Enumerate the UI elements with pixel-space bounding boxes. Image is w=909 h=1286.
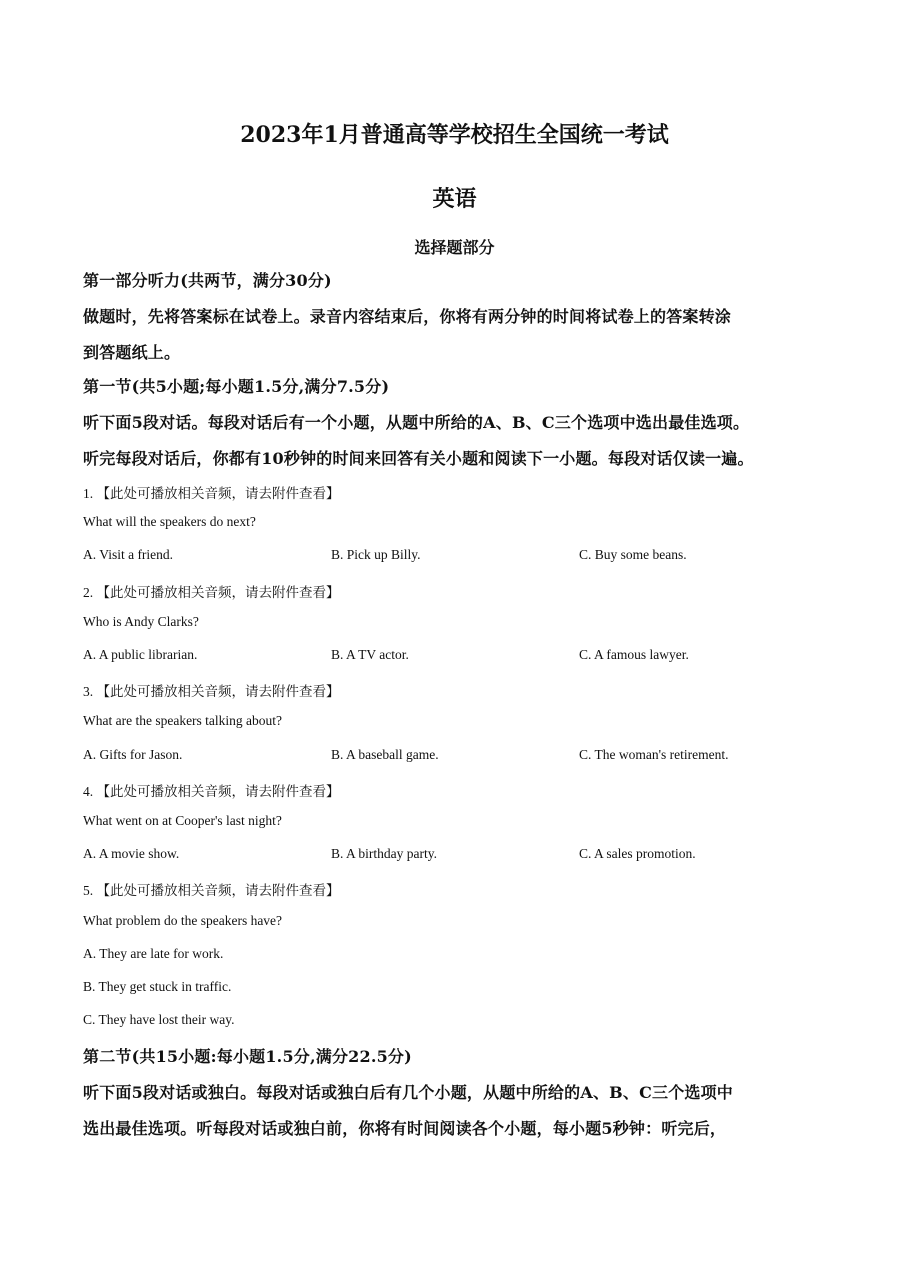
option-c: C. The woman's retirement.: [579, 747, 729, 762]
section2-instruction-line2: 选出最佳选项。听每段对话或独白前，你将有时间阅读各个小题，每小题5秒钟：听完后，: [83, 1119, 727, 1138]
audio-marker[interactable]: 2. 【此处可播放相关音频，请去附件查看】: [83, 585, 340, 600]
option-a: A. They are late for work.: [83, 946, 224, 961]
section-type: 选择题部分: [414, 238, 495, 257]
question-text: What are the speakers talking about?: [83, 713, 283, 728]
part1-instruction-line2: 到答题纸上。: [83, 343, 181, 362]
question-text: What went on at Cooper's last night?: [83, 813, 282, 828]
audio-marker[interactable]: 4. 【此处可播放相关音频，请去附件查看】: [83, 784, 340, 799]
subject-title: 英语: [432, 186, 477, 212]
option-a: A. Gifts for Jason.: [83, 747, 183, 762]
audio-marker[interactable]: 3. 【此处可播放相关音频，请去附件查看】: [83, 684, 340, 699]
part1-heading: 第一部分听力(共两节，满分30分): [83, 271, 332, 290]
section2-heading: 第二节(共15小题:每小题1.5分,满分22.5分): [83, 1047, 412, 1066]
section1-heading: 第一节(共5小题;每小题1.5分,满分7.5分): [83, 377, 390, 396]
option-a: A. Visit a friend.: [83, 547, 174, 562]
part1-instruction-line1: 做题时，先将答案标在试卷上。录音内容结束后，你将有两分钟的时间将试卷上的答案转涂: [83, 307, 732, 326]
exam-title: 2023年1月普通高等学校招生全国统一考试: [240, 122, 669, 148]
option-b: B. A TV actor.: [331, 647, 409, 662]
option-b: B. Pick up Billy.: [331, 547, 421, 562]
section2-instruction-line1: 听下面5段对话或独白。每段对话或独白后有几个小题，从题中所给的A、B、C三个选项中: [83, 1083, 734, 1102]
option-c: C. Buy some beans.: [579, 547, 687, 562]
question-text: Who is Andy Clarks?: [83, 614, 199, 629]
question-text: What will the speakers do next?: [83, 514, 256, 529]
audio-marker[interactable]: 5. 【此处可播放相关音频，请去附件查看】: [83, 883, 340, 898]
audio-marker[interactable]: 1. 【此处可播放相关音频，请去附件查看】: [83, 486, 340, 501]
option-c: C. A famous lawyer.: [579, 647, 689, 662]
option-b: B. They get stuck in traffic.: [83, 979, 232, 994]
section1-instruction-line1: 听下面5段对话。每段对话后有一个小题，从题中所给的A、B、C三个选项中选出最佳选项。: [83, 413, 750, 432]
option-b: B. A baseball game.: [331, 747, 439, 762]
option-a: A. A public librarian.: [83, 647, 198, 662]
question-text: What problem do the speakers have?: [83, 913, 283, 928]
option-b: B. A birthday party.: [331, 846, 437, 861]
section1-instruction-line2: 听完每段对话后，你都有10秒钟的时间来回答有关小题和阅读下一小题。每段对话仅读一遍。: [83, 449, 754, 468]
option-a: A. A movie show.: [83, 846, 180, 861]
option-c: C. A sales promotion.: [579, 846, 696, 861]
option-c: C. They have lost their way.: [83, 1012, 235, 1027]
